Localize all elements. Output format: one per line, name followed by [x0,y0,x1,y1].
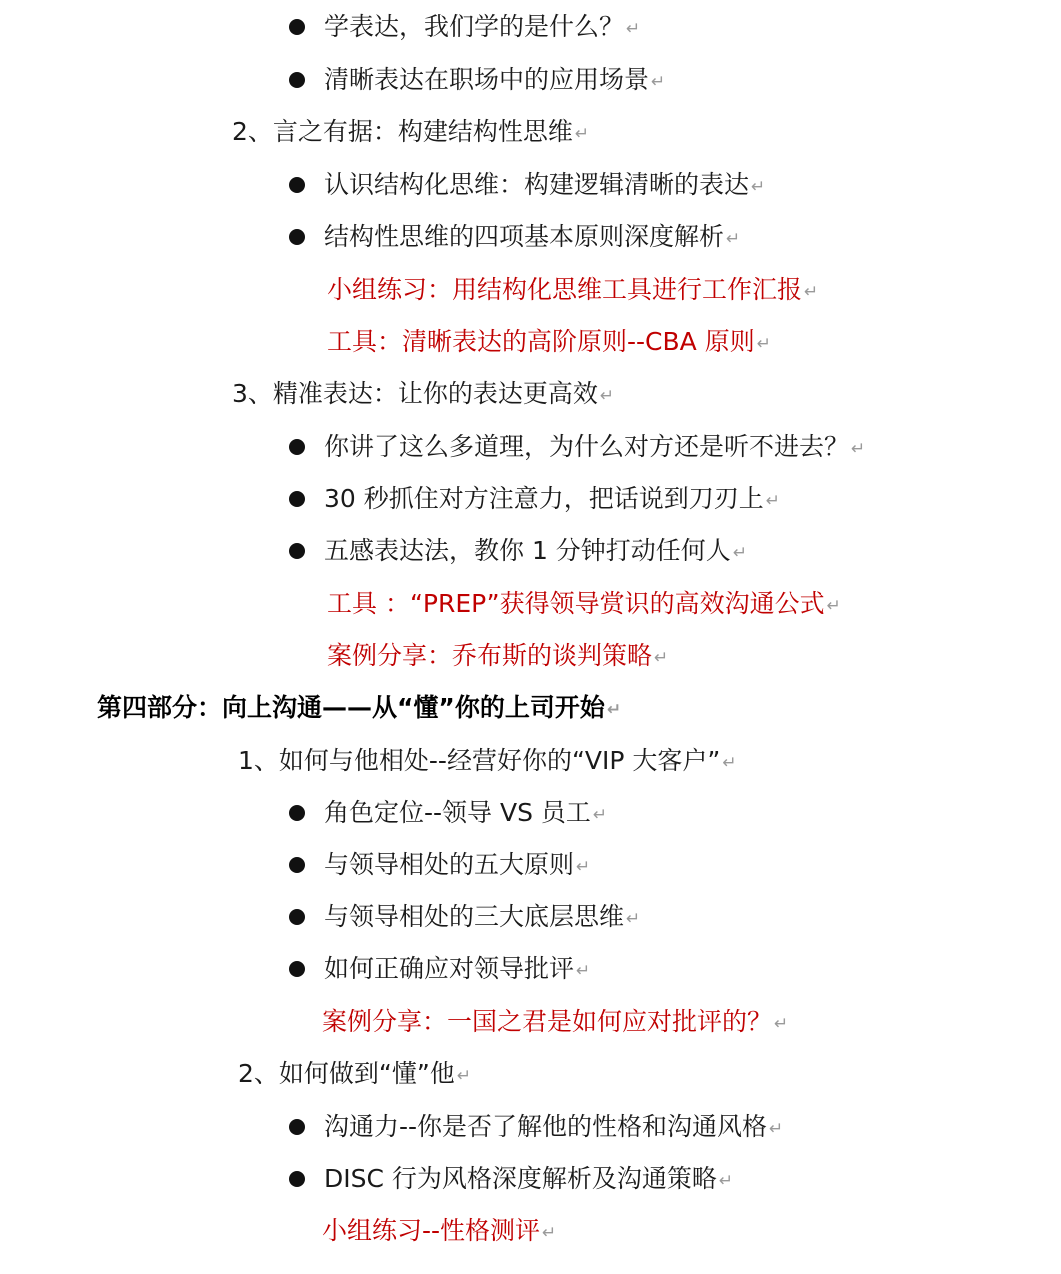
line-text: 2、言之有据：构建结构性思维 [232,117,573,146]
line-text: 学表达，我们学的是什么？ [324,12,625,41]
bullet-icon [289,19,305,35]
bullet-icon [289,72,305,88]
line-text: 2、如何做到“懂”他 [238,1059,455,1088]
paragraph-mark-icon: ↵ [574,124,590,144]
line-text: 角色定位--领导 VS 员工 [324,798,591,827]
line-text: DISC 行为风格深度解析及沟通策略 [324,1164,717,1193]
paragraph-mark-icon: ↵ [606,700,622,720]
paragraph-mark-icon: ↵ [826,596,841,616]
bullet-icon [289,439,305,455]
bullet-icon [289,543,305,559]
line-text: 认识结构化思维：构建逻辑清晰的表达 [324,170,750,199]
paragraph-mark-icon: ↵ [804,282,819,302]
paragraph-mark-icon: ↵ [851,439,866,459]
paragraph-mark-icon: ↵ [626,19,641,39]
paragraph-mark-icon: ↵ [769,1119,784,1139]
line-text: 与领导相处的五大原则 [324,850,575,879]
bullet-icon [289,805,305,821]
paragraph-mark-icon: ↵ [765,491,781,511]
paragraph-mark-icon: ↵ [542,1223,557,1243]
line-text: 工具：清晰表达的高阶原则--CBA 原则 [327,327,755,356]
line-text: 3、精准表达：让你的表达更高效 [232,379,598,408]
line-text: 小组练习：用结构化思维工具进行工作汇报 [327,275,803,304]
line-text: 沟通力--你是否了解他的性格和沟通风格 [324,1112,768,1141]
paragraph-mark-icon: ↵ [732,543,748,563]
paragraph-mark-icon: ↵ [654,648,669,668]
paragraph-mark-icon: ↵ [456,1066,472,1086]
bullet-icon [289,491,305,507]
line-text: 与领导相处的三大底层思维 [324,902,625,931]
paragraph-mark-icon: ↵ [626,909,641,929]
paragraph-mark-icon: ↵ [592,805,608,825]
line-text: 案例分享：乔布斯的谈判策略 [327,641,653,670]
bullet-icon [289,1171,305,1187]
bullet-icon [289,1119,305,1135]
bullet-icon [289,909,305,925]
paragraph-mark-icon: ↵ [651,72,666,92]
line-text: 结构性思维的四项基本原则深度解析 [324,222,725,251]
bullet-icon [289,857,305,873]
line-text: 如何正确应对领导批评 [324,954,575,983]
line-text: 你讲了这么多道理，为什么对方还是听不进去？ [324,432,850,461]
line-text: 案例分享：一国之君是如何应对批评的？ [322,1007,773,1036]
paragraph-mark-icon: ↵ [576,857,591,877]
paragraph-mark-icon: ↵ [599,386,615,406]
paragraph-mark-icon: ↵ [756,334,771,354]
bullet-icon [289,229,305,245]
paragraph-mark-icon: ↵ [774,1014,789,1034]
paragraph-mark-icon: ↵ [722,753,737,773]
line-text: 工具 ：“PREP”获得领导赏识的高效沟通公式 [327,589,825,618]
paragraph-mark-icon: ↵ [751,177,766,197]
line-text: 清晰表达在职场中的应用场景 [324,65,650,94]
bullet-icon [289,961,305,977]
line-text: 第四部分：向上沟通——从“懂”你的上司开始 [97,693,605,722]
bullet-icon [289,177,305,193]
paragraph-mark-icon: ↵ [576,961,591,981]
line-text: 30 秒抓住对方注意力，把话说到刀刃上 [324,484,764,513]
line-text: 1、如何与他相处--经营好你的“VIP 大客户” [238,746,721,775]
line-text: 小组练习--性格测评 [322,1216,541,1245]
paragraph-mark-icon: ↵ [718,1171,734,1191]
paragraph-mark-icon: ↵ [726,229,741,249]
line-text: 五感表达法，教你 1 分钟打动任何人 [324,536,731,565]
